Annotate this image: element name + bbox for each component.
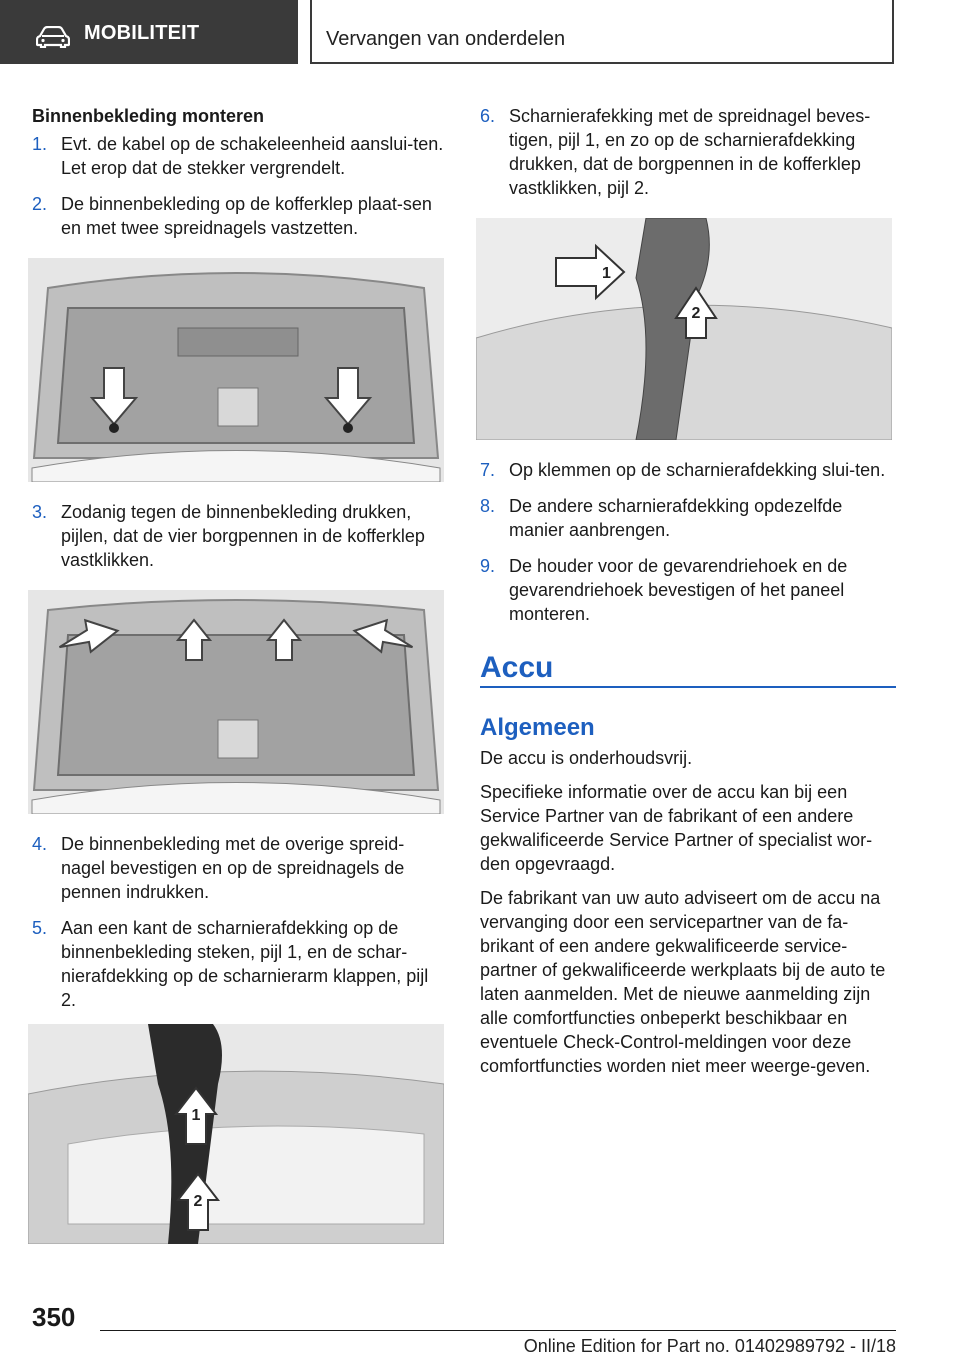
paragraph: De fabrikant van uw auto adviseert om de accu na vervanging door een servicepartner van de fa-brikant of een andere gekwalificeerde service-partner of gekwalificeerde werkplaats bij de auto te laten aanmelden. Met de nieuwe aanmelding zijn alle comfortfuncties onbeperkt beschikbaar en eventuele Check-Control-meldingen voor deze comfortfuncties worden niet meer weerge-geven. [480, 888, 886, 1076]
step-text: Scharnierafekking met de spreidnagel beves-tigen, pijl 1, en zo op de scharnierafdekking drukken, dat de borgpennen in de kofferklep vastklikken, pijl 2. [509, 106, 871, 198]
step-text: Aan een kant de scharnierafdekking op de binnenbekleding steken, pijl 1, en de schar-nierafdekking op de scharnierarm klappen, pijl 2. [61, 918, 429, 1010]
step-number: 2. [32, 194, 48, 214]
step-number: 9. [480, 556, 496, 576]
edition-note: Online Edition for Part no. 01402989792 - II/18 [523, 1336, 896, 1356]
step-text: De binnenbekleding met de overige spreid-nagel bevestigen en op de spreidnagels de pennen indrukken. [61, 834, 405, 902]
left-column [32, 104, 444, 1262]
step-number: 3. [32, 502, 48, 522]
step-number: 7. [480, 460, 496, 480]
step [480, 494, 896, 542]
hinge-cover-illustration-right [476, 218, 892, 440]
page-number: 350 [32, 1302, 76, 1332]
footer-divider [100, 1330, 896, 1331]
step [480, 104, 896, 200]
sub-title: Algemeen [480, 714, 595, 741]
section-tab-label: MOBILITEIT [84, 22, 200, 44]
step [32, 916, 444, 1012]
step [480, 554, 896, 626]
step-text: Op klemmen op de scharnierafdekking slui-ten. [509, 460, 886, 480]
section-title: Accu [480, 656, 896, 688]
trunk-lining-illustration-down-arrows [28, 258, 444, 482]
car-icon [36, 26, 70, 48]
step-number: 5. [32, 918, 48, 938]
trunk-lining-illustration-up-arrows [28, 590, 444, 814]
step-number: 6. [480, 106, 496, 126]
hinge-cover-illustration-left [28, 1024, 444, 1244]
step [32, 500, 444, 572]
arrow-label: 1 [191, 1107, 201, 1124]
step-number: 1. [32, 134, 48, 154]
step-text: De binnenbekleding op de kofferklep plaat-sen en met twee spreidnagels vastzetten. [61, 194, 432, 238]
step-text: Zodanig tegen de binnenbekleding drukken, pijlen, dat de vier borgpennen in de kofferklep vastklikken. [61, 502, 425, 570]
arrow-label: 1 [602, 265, 611, 282]
paragraph: De accu is onderhoudsvrij. [480, 748, 693, 768]
step-text: De andere scharnierafdekking opdezelfde manier aanbrengen. [509, 496, 843, 540]
section-tab [0, 0, 298, 64]
step-text: De houder voor de gevarendriehoek en de gevarendriehoek bevestigen of het paneel monteren. [509, 556, 848, 624]
chapter-title: Vervangen van onderdelen [326, 28, 566, 50]
arrow-label: 2 [193, 1193, 203, 1210]
step [32, 192, 444, 240]
paragraph: Specifieke informatie over de accu kan bij een Service Partner van de fabrikant of een andere gekwalificeerde Service Partner of specialist wor-den opgevraagd. [480, 782, 873, 874]
step-number: 8. [480, 496, 496, 516]
right-column [480, 104, 896, 1088]
step-text: Evt. de kabel op de schakeleenheid aanslui-ten. Let erop dat de stekker vergrendelt. [61, 134, 444, 178]
subhead: Binnenbekleding monteren [32, 106, 265, 126]
step [480, 458, 896, 482]
step [32, 132, 444, 180]
step-number: 4. [32, 834, 48, 854]
chapter-header [310, 0, 894, 64]
arrow-label: 2 [691, 305, 701, 322]
step [32, 832, 444, 904]
